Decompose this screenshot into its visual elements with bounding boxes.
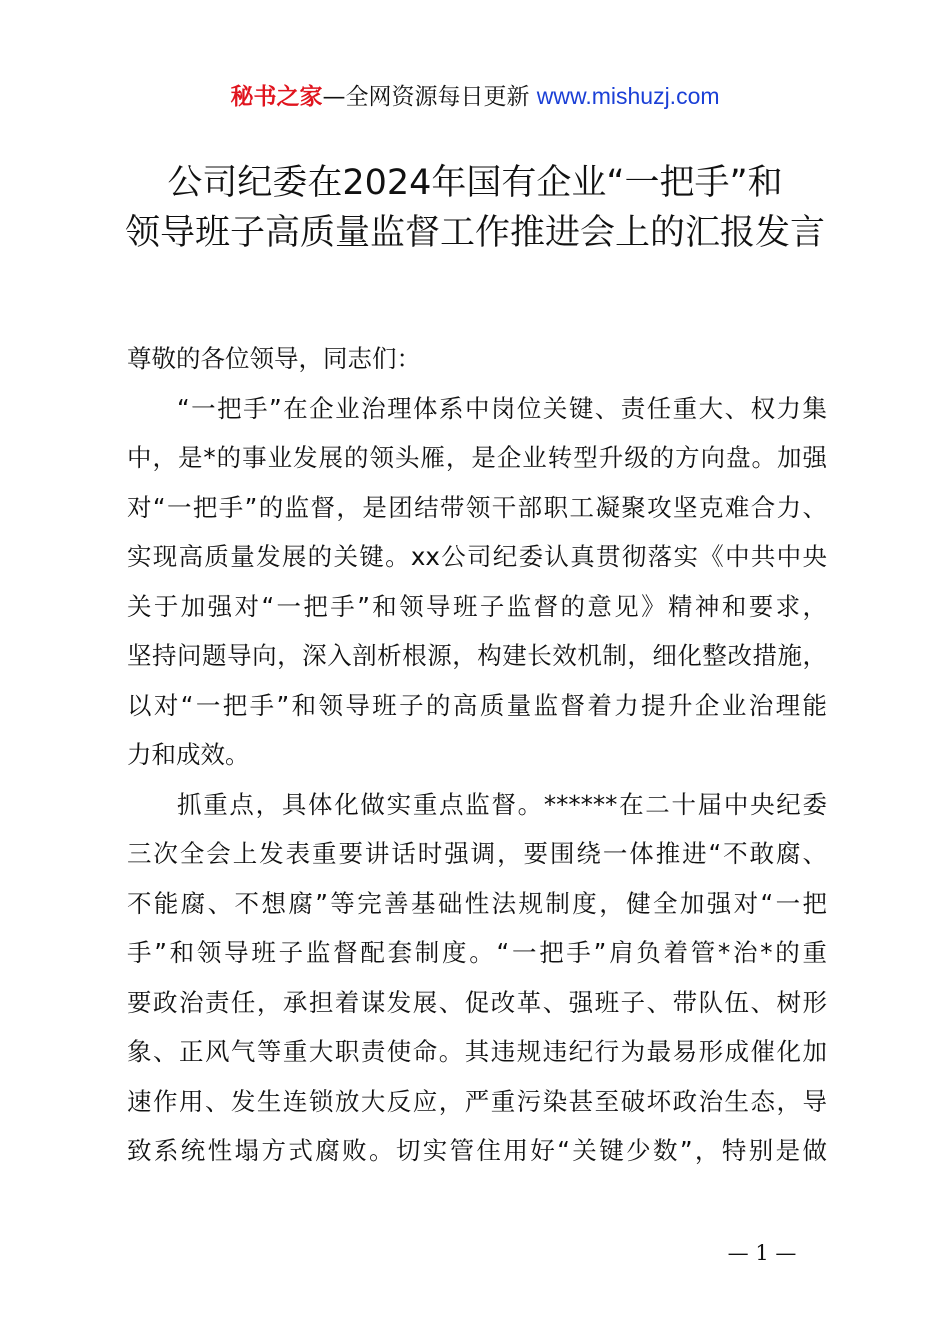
site-slogan: —全网资源每日更新 (322, 84, 530, 110)
title-line-1: 公司纪委在2024年国有企业“一把手”和 (167, 163, 783, 203)
paragraph-line: 实现高质量发展的关键。xx公司纪委认真贯彻落实《中共中央 (127, 542, 827, 571)
paragraph-line: 对“一把手”的监督，是团结带领干部职工凝聚攻坚克难合力、 (127, 492, 827, 522)
paragraph-line: 致系统性塌方式腐败。切实管住用好“关键少数”，特别是做 (127, 1136, 827, 1165)
salutation: 尊敬的各位领导，同志们： (127, 344, 421, 373)
title-line-2: 领导班子高质量监督工作推进会上的汇报发言 (124, 213, 825, 253)
paragraph-line: 三次全会上发表重要讲话时强调，要围绕一体推进“不敢腐、 (127, 839, 827, 868)
paragraph-line: 以对“一把手”和领导班子的高质量监督着力提升企业治理能 (127, 690, 827, 720)
paragraph-line: 速作用、发生连锁放大反应，严重污染甚至破坏政治生态，导 (127, 1086, 827, 1116)
page-number: — 1 — (727, 1241, 797, 1265)
document-title (0, 158, 950, 258)
paragraph-key-supervision (127, 780, 827, 1176)
document-body (127, 334, 827, 1176)
paragraph-line: 力和成效。 (127, 740, 250, 769)
paragraph-line: 手”和领导班子监督配套制度。“一把手”肩负着管*治*的重 (127, 938, 827, 967)
paragraph-line: 要政治责任，承担着谋发展、促改革、强班子、带队伍、树形 (127, 987, 827, 1017)
site-brand: 秘书之家 (230, 84, 323, 110)
site-url-link[interactable]: www.mishuzj.com (536, 83, 720, 109)
paragraph-line: 中，是*的事业发展的领头雁，是企业转型升级的方向盘。加强 (127, 443, 827, 472)
paragraph-line: 关于加强对“一把手”和领导班子监督的意见》精神和要求， (127, 591, 827, 621)
paragraph-line: “一把手”在企业治理体系中岗位关键、责任重大、权力集 (177, 393, 827, 423)
site-header (0, 78, 950, 115)
paragraph-line: 不能腐、不想腐”等完善基础性法规制度，健全加强对“一把 (127, 888, 827, 918)
paragraph-line: 坚持问题导向，深入剖析根源，构建长效机制，细化整改措施， (127, 641, 827, 670)
paragraph-intro (127, 384, 827, 780)
paragraph-line: 抓重点，具体化做实重点监督。******在二十届中央纪委 (177, 789, 827, 819)
paragraph-line: 象、正风气等重大职责使命。其违规违纪行为最易形成催化加 (127, 1037, 827, 1066)
